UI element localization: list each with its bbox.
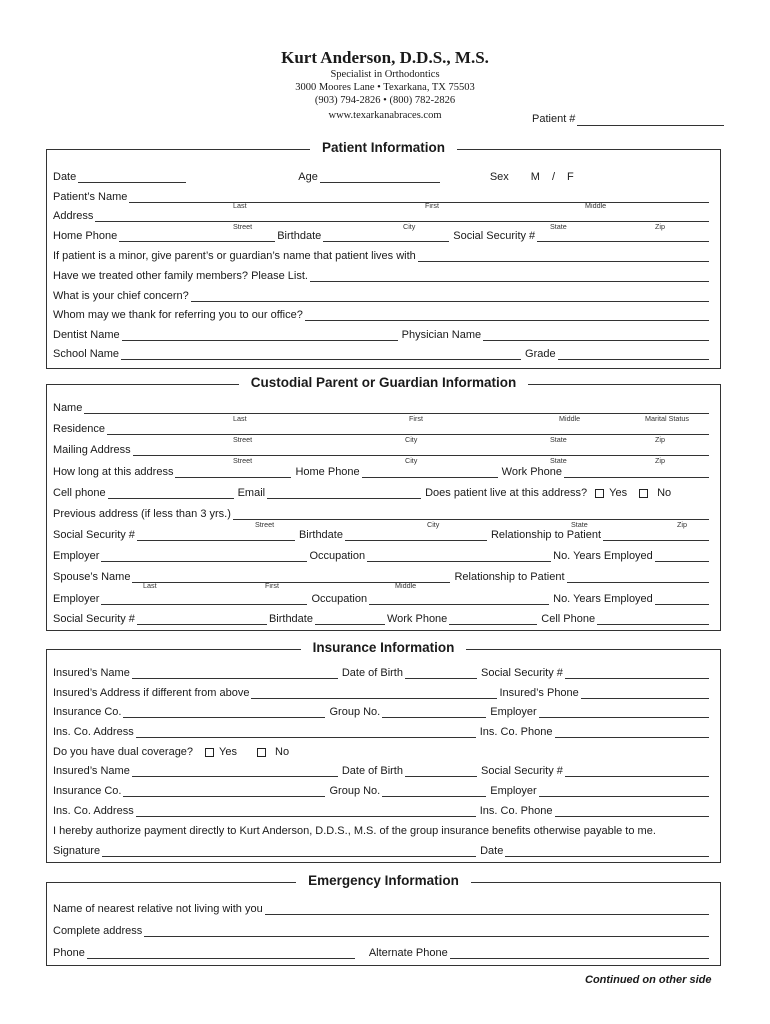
phone-field[interactable] — [87, 947, 355, 959]
dob2-label: Date of Birth — [341, 765, 403, 777]
group-no2-label: Group No. — [329, 785, 381, 797]
how-long-field[interactable] — [175, 466, 291, 478]
occupation-field[interactable] — [367, 550, 551, 562]
ssn-label: Social Security # — [453, 230, 536, 242]
complete-address-label: Complete address — [53, 925, 143, 937]
patient-number-field[interactable] — [532, 113, 724, 126]
group-no-field[interactable] — [382, 706, 486, 718]
occupation-label: Occupation — [309, 550, 366, 562]
employer-field[interactable] — [101, 550, 307, 562]
practice-specialty: Specialist in Orthodontics — [330, 69, 440, 80]
ssn-field[interactable] — [537, 230, 709, 242]
years-employed-label: No. Years Employed — [553, 550, 653, 562]
dual-no-checkbox[interactable] — [257, 748, 266, 757]
relationship-field[interactable] — [603, 529, 709, 541]
dual-coverage-label: Do you have dual coverage? — [53, 746, 194, 758]
insurance-information-section — [46, 640, 721, 863]
how-long-label: How long at this address — [53, 466, 174, 478]
spouse-occupation-field[interactable] — [369, 593, 549, 605]
guardian-name-label: If patient is a minor, give parent’s or guardian’s name that patient lives with — [53, 250, 416, 262]
mailing-zip-caption: Zip — [655, 456, 665, 465]
patient-number-label: Patient # — [532, 113, 576, 125]
mailing-street-caption: Street — [233, 456, 253, 465]
school-name-field[interactable] — [121, 348, 521, 360]
address-label: Address — [53, 210, 94, 222]
phone-label: Phone — [53, 947, 85, 959]
spouse-ssn-field[interactable] — [137, 613, 267, 625]
work-phone-field[interactable] — [564, 466, 709, 478]
insurance-co-label: Insurance Co. — [53, 706, 122, 718]
guardian-name-label: Name — [53, 402, 83, 414]
referral-label: Whom may we thank for referring you to our office? — [53, 309, 303, 321]
address-state-caption: State — [550, 222, 567, 231]
dob-label: Date of Birth — [341, 667, 403, 679]
lives-here-no-checkbox[interactable] — [639, 489, 648, 498]
insurance-co2-label: Insurance Co. — [53, 785, 122, 797]
practice-website: www.texarkanabraces.com — [328, 110, 442, 121]
birthdate-label: Birthdate — [298, 529, 343, 541]
continued-note: Continued on other side — [585, 974, 712, 986]
employer-field[interactable] — [539, 706, 709, 718]
practice-address: 3000 Moores Lane • Texarkana, TX 75503 — [295, 82, 475, 93]
referral-field[interactable] — [305, 309, 709, 321]
school-name-label: School Name — [53, 348, 120, 360]
birthdate-field[interactable] — [345, 529, 487, 541]
employer-label: Employer — [490, 706, 537, 718]
spouse-cell-phone-field[interactable] — [597, 613, 709, 625]
family-members-label: Have we treated other family members? Please List. — [53, 270, 308, 282]
ins-co-address-label: Ins. Co. Address — [53, 726, 134, 738]
residence-street-caption: Street — [233, 435, 253, 444]
address-field[interactable] — [95, 210, 709, 222]
signature-label: Signature — [53, 845, 101, 857]
ssn2-field[interactable] — [565, 765, 709, 777]
dob2-field[interactable] — [405, 765, 477, 777]
cell-phone-field[interactable] — [108, 487, 234, 499]
signature-date-label: Date — [480, 845, 504, 857]
name-middle-caption: Middle — [585, 201, 607, 210]
insured-phone-field[interactable] — [581, 687, 709, 699]
address-city-caption: City — [403, 222, 416, 231]
spouse-middle-caption: Middle — [395, 581, 417, 590]
prev-city-caption: City — [427, 520, 440, 529]
birthdate-label: Birthdate — [277, 230, 322, 242]
practice-phones: (903) 794-2826 • (800) 782-2826 — [314, 95, 456, 106]
spouse-cell-phone-label: Cell Phone — [541, 613, 596, 625]
lives-here-label: Does patient live at this address? — [425, 487, 588, 499]
marital-status-caption: Marital Status — [645, 414, 689, 423]
address-zip-caption: Zip — [655, 222, 665, 231]
physician-name-field[interactable] — [483, 329, 709, 341]
age-field[interactable] — [320, 171, 440, 183]
ins-co-phone2-label: Ins. Co. Phone — [479, 805, 553, 817]
insured-name-field[interactable] — [132, 667, 338, 679]
patient-number-line[interactable] — [577, 113, 724, 126]
date-label: Date — [53, 171, 77, 183]
previous-address-field[interactable] — [233, 508, 709, 520]
family-members-field[interactable] — [310, 270, 709, 282]
prev-state-caption: State — [571, 520, 588, 529]
yes-label: Yes — [609, 487, 628, 499]
dual-yes-label: Yes — [219, 746, 237, 758]
residence-zip-caption: Zip — [655, 435, 665, 444]
section-title: Emergency Information — [296, 873, 471, 888]
dob-field[interactable] — [405, 667, 477, 679]
ssn2-label: Social Security # — [480, 765, 563, 777]
group-no2-field[interactable] — [382, 785, 486, 797]
ssn-label: Social Security # — [53, 529, 135, 541]
section-title: Custodial Parent or Guardian Information — [239, 375, 529, 390]
complete-address-field[interactable] — [144, 925, 709, 937]
spouse-work-phone-label: Work Phone — [386, 613, 448, 625]
residence-label: Residence — [53, 423, 105, 435]
last-caption: Last — [233, 414, 247, 423]
cell-phone-label: Cell phone — [53, 487, 106, 499]
employer2-label: Employer — [490, 785, 537, 797]
emergency-information-section — [46, 873, 721, 966]
employer-label: Employer — [53, 550, 100, 562]
guardian-information-section — [46, 375, 721, 631]
name-last-caption: Last — [233, 201, 247, 210]
patient-name-field[interactable] — [129, 191, 709, 203]
spouse-work-phone-field[interactable] — [449, 613, 537, 625]
ssn-field[interactable] — [137, 529, 295, 541]
guardian-name-field[interactable] — [418, 250, 709, 262]
sex-f-option[interactable]: F — [567, 171, 574, 183]
work-phone-label: Work Phone — [501, 466, 562, 478]
grade-label: Grade — [525, 348, 556, 360]
sex-m-option[interactable]: M — [530, 171, 540, 183]
ins-co-address2-label: Ins. Co. Address — [53, 805, 134, 817]
spouse-years-field[interactable] — [655, 593, 709, 605]
dual-no-label: No — [275, 746, 290, 758]
spouse-last-caption: Last — [143, 581, 157, 590]
sex-slash: / — [551, 171, 556, 183]
first-caption: First — [409, 414, 423, 423]
lives-here-yes-checkbox[interactable] — [595, 489, 604, 498]
home-phone-label: Home Phone — [295, 466, 360, 478]
email-label: Email — [237, 487, 266, 499]
ins-co-address-field[interactable] — [136, 726, 476, 738]
prev-street-caption: Street — [255, 520, 275, 529]
address-street-caption: Street — [233, 222, 253, 231]
spouse-employer-field[interactable] — [101, 593, 307, 605]
middle-caption: Middle — [559, 414, 581, 423]
home-phone-field[interactable] — [362, 466, 498, 478]
alternate-phone-field[interactable] — [450, 947, 709, 959]
chief-concern-field[interactable] — [191, 290, 709, 302]
home-phone-label: Home Phone — [53, 230, 118, 242]
ins-co-phone-label: Ins. Co. Phone — [479, 726, 553, 738]
physician-name-label: Physician Name — [401, 329, 482, 341]
no-label: No — [657, 487, 672, 499]
section-title: Patient Information — [310, 140, 457, 155]
signature-date-field[interactable] — [505, 845, 709, 857]
insurance-co2-field[interactable] — [123, 785, 325, 797]
section-title: Insurance Information — [301, 640, 467, 655]
chief-concern-label: What is your chief concern? — [53, 290, 189, 302]
insured-phone-label: Insured’s Phone — [499, 687, 579, 699]
relationship-label: Relationship to Patient — [490, 529, 602, 541]
group-no-label: Group No. — [329, 706, 381, 718]
prev-zip-caption: Zip — [677, 520, 687, 529]
grade-field[interactable] — [558, 348, 709, 360]
spouse-birthdate-label: Birthdate — [268, 613, 313, 625]
previous-address-label: Previous address (if less than 3 yrs.) — [53, 508, 231, 520]
relative-name-field[interactable] — [265, 903, 709, 915]
email-field[interactable] — [267, 487, 421, 499]
authorization-text: I hereby authorize payment directly to Kurt Anderson, D.D.S., M.S. of the group insurance benefits otherwise payable to me. — [53, 825, 656, 837]
practice-name: Kurt Anderson, D.D.S., M.S. — [281, 48, 489, 67]
ins-co-phone2-field[interactable] — [555, 805, 710, 817]
guardian-name-field[interactable] — [84, 402, 709, 414]
spouse-ssn-label: Social Security # — [53, 613, 135, 625]
insured-address-label: Insured’s Address if different from above — [53, 687, 250, 699]
relative-name-label: Name of nearest relative not living with you — [53, 903, 263, 915]
ssn-label: Social Security # — [480, 667, 563, 679]
dual-yes-checkbox[interactable] — [205, 748, 214, 757]
mailing-state-caption: State — [550, 456, 567, 465]
mailing-city-caption: City — [405, 456, 418, 465]
ssn-field[interactable] — [565, 667, 709, 679]
patient-name-label: Patient’s Name — [53, 191, 128, 203]
mailing-address-label: Mailing Address — [53, 444, 131, 456]
ins-co-phone-field[interactable] — [555, 726, 710, 738]
insured2-name-field[interactable] — [132, 765, 338, 777]
signature-field[interactable] — [102, 845, 476, 857]
spouse-name-label: Spouse’s Name — [53, 571, 131, 583]
insured-name-label: Insured’s Name — [53, 667, 130, 679]
date-field[interactable] — [78, 171, 186, 183]
patient-information-section — [46, 140, 721, 369]
years-employed-field[interactable] — [655, 550, 709, 562]
dentist-name-label: Dentist Name — [53, 329, 120, 341]
residence-city-caption: City — [405, 435, 418, 444]
residence-field[interactable] — [107, 423, 709, 435]
insured-address-field[interactable] — [251, 687, 497, 699]
name-first-caption: First — [425, 201, 439, 210]
birthdate-field[interactable] — [323, 230, 449, 242]
residence-state-caption: State — [550, 435, 567, 444]
dentist-name-field[interactable] — [122, 329, 398, 341]
spouse-birthdate-field[interactable] — [315, 613, 385, 625]
employer2-field[interactable] — [539, 785, 709, 797]
spouse-relationship-field[interactable] — [567, 571, 709, 583]
alternate-phone-label: Alternate Phone — [368, 947, 448, 959]
spouse-first-caption: First — [265, 581, 279, 590]
insurance-co-field[interactable] — [123, 706, 325, 718]
mailing-address-field[interactable] — [133, 444, 709, 456]
sex-label: Sex — [489, 171, 509, 183]
insured2-name-label: Insured’s Name — [53, 765, 130, 777]
ins-co-address2-field[interactable] — [136, 805, 476, 817]
spouse-employer-label: Employer — [53, 593, 100, 605]
home-phone-field[interactable] — [119, 230, 275, 242]
age-label: Age — [298, 171, 318, 183]
spouse-relationship-label: Relationship to Patient — [454, 571, 565, 583]
spouse-years-label: No. Years Employed — [553, 593, 653, 605]
spouse-occupation-label: Occupation — [311, 593, 368, 605]
